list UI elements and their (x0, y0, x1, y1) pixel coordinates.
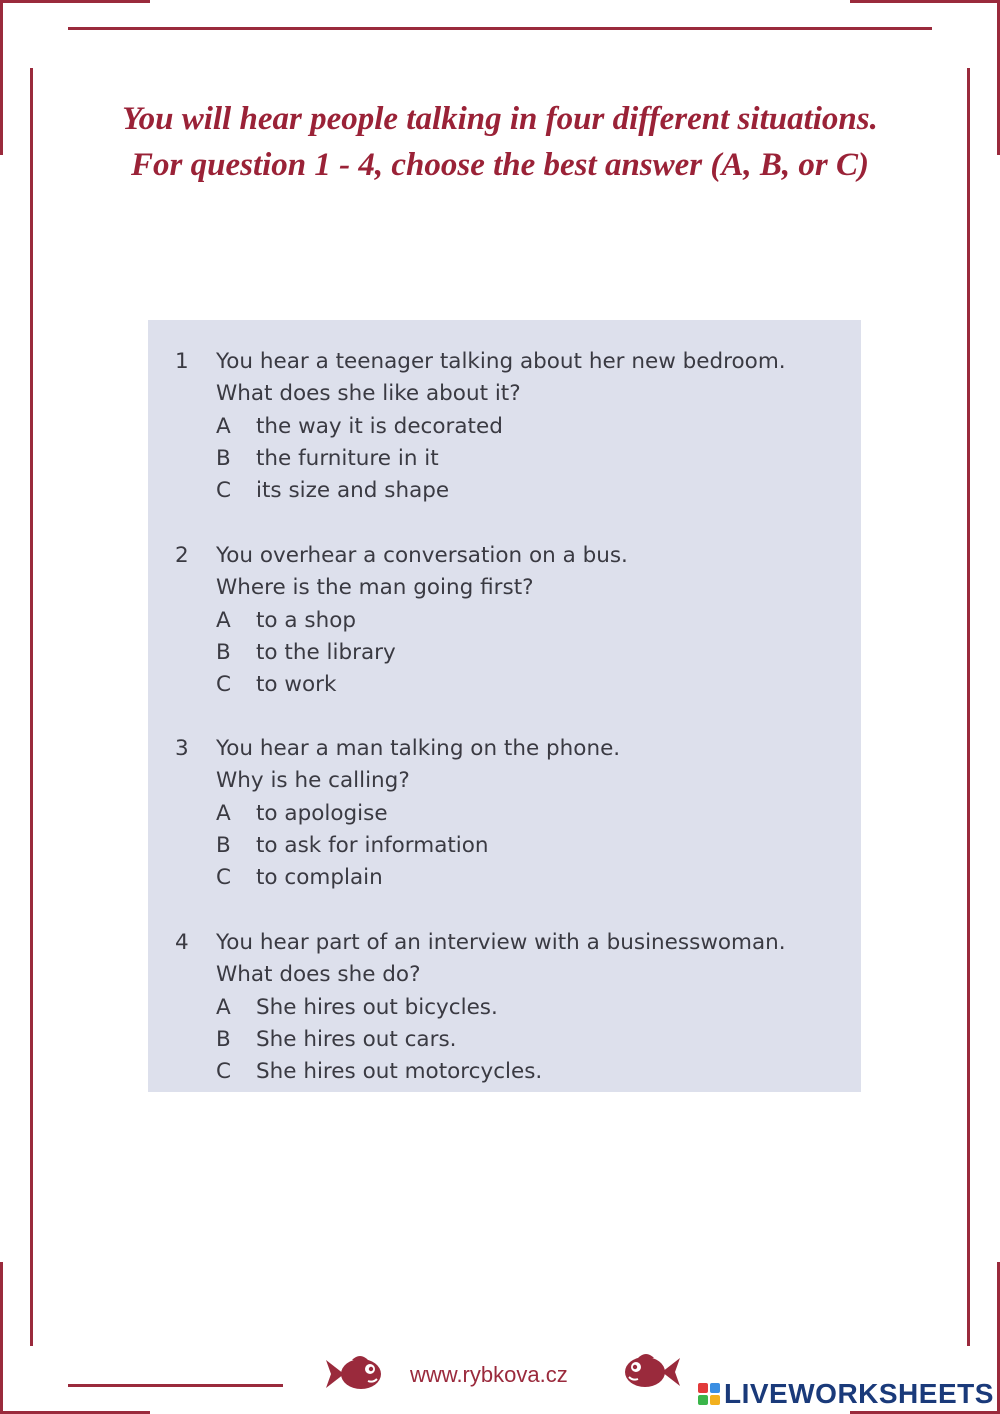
answer-option[interactable] (148, 862, 861, 894)
question-number: 1 (175, 349, 189, 374)
question-3 (148, 733, 861, 894)
question-1 (148, 346, 861, 507)
option-letter: A (216, 607, 231, 633)
question-number: 4 (175, 930, 189, 955)
fish-icon (622, 1350, 684, 1394)
option-text: She hires out bicycles. (256, 994, 498, 1020)
option-letter: C (216, 865, 232, 891)
frame-left-outer (0, 0, 3, 155)
option-text: to apologise (256, 800, 388, 826)
instructions-line-2: For question 1 - 4, choose the best answer (A, B, or C) (131, 147, 869, 183)
question-text: What does she do? (216, 962, 421, 988)
answer-option[interactable] (148, 830, 861, 862)
answer-option[interactable] (148, 637, 861, 669)
question-number: 3 (175, 736, 189, 761)
option-letter: A (216, 413, 231, 439)
question-text: What does she like about it? (216, 381, 521, 407)
liveworksheets-brand[interactable] (698, 1378, 994, 1410)
scanned-questions-panel (148, 320, 861, 1092)
option-letter: A (216, 800, 231, 826)
question-text: Why is he calling? (216, 768, 410, 794)
answer-option[interactable] (148, 605, 861, 637)
option-letter: B (216, 1026, 231, 1052)
fish-icon (322, 1352, 384, 1396)
option-text: to complain (256, 865, 383, 891)
question-context: You hear a man talking on the phone. (216, 736, 621, 761)
option-letter: C (216, 478, 232, 504)
option-letter: B (216, 445, 231, 471)
answer-option[interactable] (148, 443, 861, 475)
option-letter: C (216, 1059, 232, 1085)
option-text: the furniture in it (256, 445, 439, 471)
question-context: You hear a teenager talking about her new bedroom. (216, 349, 786, 374)
answer-option[interactable] (148, 669, 861, 701)
question-number: 2 (175, 543, 189, 568)
liveworksheets-logo-icon (698, 1383, 720, 1405)
answer-option[interactable] (148, 1056, 861, 1088)
option-text: to work (256, 672, 337, 698)
option-letter: A (216, 994, 231, 1020)
option-letter: C (216, 672, 232, 698)
answer-option[interactable] (148, 992, 861, 1024)
answer-option[interactable] (148, 798, 861, 830)
answer-option[interactable] (148, 475, 861, 507)
frame-top-right-short (850, 0, 1000, 3)
website-link[interactable]: www.rybkova.cz (410, 1362, 568, 1387)
frame-left-bottom-outer (0, 1262, 3, 1414)
instructions-heading (40, 96, 960, 188)
frame-top-line (68, 27, 932, 30)
question-context: You overhear a conversation on a bus. (216, 543, 628, 568)
option-text: She hires out cars. (256, 1026, 457, 1052)
question-context: You hear part of an interview with a businesswoman. (216, 930, 786, 955)
option-text: to ask for information (256, 832, 489, 858)
option-text: to a shop (256, 607, 357, 633)
option-letter: B (216, 832, 231, 858)
frame-top-left-short (0, 0, 150, 3)
option-text: She hires out motorcycles. (256, 1059, 543, 1085)
option-text: to the library (256, 639, 396, 665)
frame-right-inner (967, 68, 970, 1346)
answer-option[interactable] (148, 1024, 861, 1056)
question-2 (148, 540, 861, 701)
question-text: Where is the man going first? (216, 575, 534, 601)
option-letter: B (216, 639, 231, 665)
frame-left-inner (30, 68, 33, 1346)
brand-name: LIVEWORKSHEETS (724, 1378, 994, 1409)
answer-option[interactable] (148, 411, 861, 443)
frame-bottom-left-line (68, 1384, 283, 1387)
instructions-line-1: You will hear people talking in four different situations. (122, 101, 878, 137)
question-4 (148, 927, 861, 1088)
option-text: the way it is decorated (256, 413, 503, 439)
option-text: its size and shape (256, 478, 450, 504)
